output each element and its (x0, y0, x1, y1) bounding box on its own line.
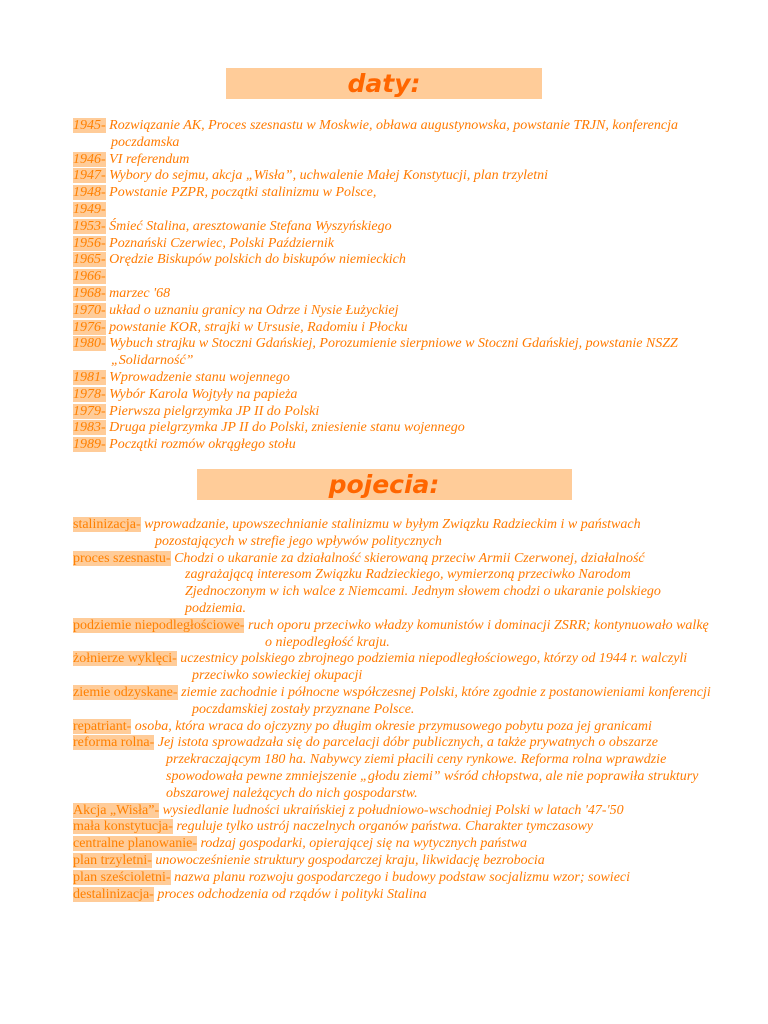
date-year: 1953- (73, 218, 106, 234)
date-event: układ o uznaniu granicy na Odrze i Nysie Łużyckiej (105, 302, 399, 318)
date-event: marzec '68 (105, 285, 171, 301)
term-row (73, 719, 713, 736)
date-event: Wybuch strajku w Stoczni Gdańskiej, Porozumienie sierpniowe w Stoczni Gdańskiej, powstanie NSZZ „Solidarność” (105, 336, 678, 369)
date-row (73, 202, 713, 219)
term-name: żołnierze wyklęci- (73, 651, 177, 667)
term-definition: ziemie zachodnie i północne współczesnej Polski, które zgodnie z postanowieniami konferencji poczdamskiej zostały przyznane Polsce. (177, 684, 711, 717)
term-name: repatriant- (73, 718, 132, 734)
date-year: 1970- (73, 302, 106, 318)
date-row (73, 252, 713, 269)
term-definition: rodzaj gospodarki, opierającej się na wytycznych państwa (197, 836, 527, 852)
date-event: Wprowadzenie stanu wojennego (105, 369, 290, 385)
heading-daty (0, 68, 768, 99)
term-row (73, 517, 713, 551)
term-row (73, 870, 713, 887)
date-event: Orędzie Biskupów polskich do biskupów niemieckich (105, 252, 406, 268)
term-definition: ruch oporu przeciwko władzy komunistów i dominacji ZSRR; kontynuowało walkę o niepodległość kraju. (244, 617, 709, 650)
date-year: 1978- (73, 386, 106, 402)
date-year: 1946- (73, 151, 106, 167)
date-row (73, 320, 713, 337)
date-row (73, 420, 713, 437)
term-name: plan sześcioletni- (73, 869, 171, 885)
date-year: 1983- (73, 420, 106, 436)
term-row (73, 551, 713, 618)
date-event: Rozwiązanie AK, Proces szesnastu w Moskwie, obława augustynowska, powstanie TRJN, konferencja poczdamska (105, 118, 678, 150)
term-name: centralne planowanie- (73, 836, 197, 852)
term-name: stalinizacja- (73, 517, 141, 532)
date-event: Powstanie PZPR, początki stalinizmu w Polsce, (105, 185, 377, 201)
date-event: Poznański Czerwiec, Polski Październik (105, 235, 334, 251)
term-name: mała konstytucja- (73, 819, 173, 835)
date-row (73, 286, 713, 303)
heading-pojecia (0, 469, 768, 500)
term-definition: wprowadzanie, upowszechnianie stalinizmu w byłym Związku Radzieckim i w państwach pozostających w strefie jego wpływów politycznych (140, 517, 641, 549)
date-row (73, 236, 713, 253)
date-event: Początki rozmów okrągłego stołu (105, 437, 296, 453)
heading-pojecia-label: pojecia: (197, 469, 572, 500)
date-event: Śmieć Stalina, aresztowanie Stefana Wyszyńskiego (105, 218, 392, 234)
date-row (73, 269, 713, 286)
date-year: 1945- (73, 118, 106, 133)
date-row (73, 303, 713, 320)
term-name: destalinizacja- (73, 886, 154, 902)
date-row (73, 168, 713, 185)
date-row (73, 152, 713, 169)
dates-list (73, 118, 713, 454)
term-name: plan trzyletni- (73, 852, 152, 868)
term-row (73, 836, 713, 853)
term-definition: unowocześnienie struktury gospodarczej kraju, likwidację bezrobocia (151, 852, 545, 868)
term-name: proces szesnastu- (73, 550, 171, 566)
date-event: powstanie KOR, strajki w Ursusie, Radomiu i Płocku (105, 319, 408, 335)
date-year: 1949- (73, 201, 106, 217)
date-row (73, 370, 713, 387)
term-definition: uczestnicy polskiego zbrojnego podziemia niepodległościowego, którzy od 1944 r. walczyli przeciwko sowieckiej okupacji (176, 651, 688, 684)
date-year: 1966- (73, 269, 106, 285)
date-event: Pierwsza pielgrzymka JP II do Polski (105, 403, 320, 419)
terms-list (73, 517, 713, 903)
date-year: 1976- (73, 319, 106, 335)
date-row (73, 437, 713, 454)
term-definition: proces odchodzenia od rządów i polityki Stalina (153, 886, 427, 902)
date-year: 1948- (73, 185, 106, 201)
date-event: Wybór Karola Wojtyły na papieża (105, 386, 298, 402)
date-year: 1989- (73, 437, 106, 453)
term-row (73, 803, 713, 820)
term-definition: osoba, która wraca do ojczyzny po długim okresie przymusowego pobytu poza jej granicami (131, 718, 652, 734)
date-year: 1979- (73, 403, 106, 419)
term-row (73, 618, 713, 652)
date-row (73, 219, 713, 236)
date-year: 1968- (73, 285, 106, 301)
term-row (73, 735, 713, 802)
date-row (73, 118, 713, 152)
date-event: Wybory do sejmu, akcja „Wisła”, uchwalenie Małej Konstytucji, plan trzyletni (105, 168, 549, 184)
term-definition: Jej istota sprowadzała się do parcelacji dóbr publicznych, a także prywatnych o obszarze przekraczającym 180 ha. Nabywcy ziemi płacili ceny rynkowe. Reforma rolna wprawdzie spowodowała pewne zmniejszenie „głodu ziemi” wśród chłopstwa, ale nie poprawiła struktury obszarowej należących do nich gospodarstw. (154, 735, 699, 801)
term-definition: wysiedlanie ludności ukraińskiej z południowo-wschodniej Polski w latach '47-'50 (159, 802, 624, 818)
date-event: Druga pielgrzymka JP II do Polski, zniesienie stanu wojennego (105, 420, 465, 436)
term-row (73, 853, 713, 870)
term-row (73, 887, 713, 904)
term-definition: nazwa planu rozwoju gospodarczego i budowy podstaw socjalizmu wzor; sowieci (170, 869, 631, 885)
term-definition: Chodzi o ukaranie za działalność skierowaną przeciw Armii Czerwonej, działalność zagrażającą interesom Związku Radzieckiego, wymierzoną przeciwko Narodom Zjednoczonym w ich walce z Niemcami. Jednym słowem chodzi o ukaranie polskiego podziemia. (170, 550, 661, 616)
term-row (73, 651, 713, 685)
date-year: 1956- (73, 235, 106, 251)
date-row (73, 336, 713, 370)
date-year: 1981- (73, 369, 106, 385)
term-row (73, 685, 713, 719)
date-event: VI referendum (105, 151, 190, 167)
term-name: ziemie odzyskane- (73, 684, 178, 700)
date-row (73, 185, 713, 202)
term-definition: reguluje tylko ustrój naczelnych organów państwa. Charakter tymczasowy (172, 819, 594, 835)
date-year: 1965- (73, 252, 106, 268)
heading-daty-label: daty: (226, 68, 542, 99)
date-year: 1980- (73, 336, 106, 352)
term-name: reforma rolna- (73, 735, 155, 751)
term-row (73, 819, 713, 836)
term-name: Akcja „Wisła”- (73, 802, 160, 818)
date-year: 1947- (73, 168, 106, 184)
date-row (73, 404, 713, 421)
term-name: podziemie niepodległościowe- (73, 617, 245, 633)
date-row (73, 387, 713, 404)
